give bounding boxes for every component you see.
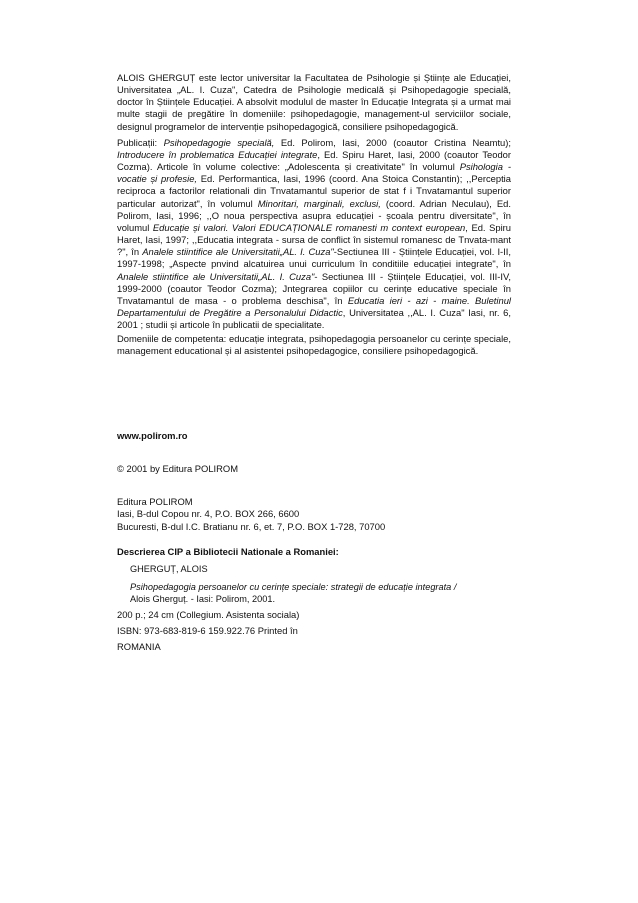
cip-country: ROMANIA	[117, 641, 161, 653]
publication-title: Educație și valori. Valori EDUCAȚIONALE romanesti m context european	[152, 221, 466, 233]
copyright-notice: © 2001 by Editura POLIROM	[117, 462, 239, 474]
publication-text: , Ed. Spiru Haret, Iasi, 2000 (coautor Teodor Cozma). Articole în volume colective: „Adolescenta și creativitate" în volumul	[117, 148, 511, 173]
publication-text: Publicații:	[117, 136, 164, 148]
publication-text: -Sectiunea III - Științele Educației, vol. I-II, 1997-1998; „Aspecte pnvind alcatuirea unui curriculum în conditiile educației integrate", în	[117, 246, 511, 270]
blank-space	[117, 358, 511, 430]
publication-text: Ed. Performantica, Iasi, 1996 (coord. Ana Stoica Constantin); ,,Perceptia reciproca a factorilor relationali din Tnvatamantul superior de stat f i Tnvatamantul superior particular autorizat", în volumul	[117, 173, 511, 209]
publisher-block	[117, 496, 511, 534]
cip-isbn: ISBN: 973-683-819-6 159.922.76 Printed în	[117, 625, 298, 637]
page-content	[117, 72, 511, 655]
cip-details	[117, 607, 511, 655]
cip-pages: 200 p.; 24 cm (Collegium. Asistenta sociala)	[117, 609, 300, 621]
cip-heading: Descrierea CIP a Bibliotecii Nationale a Romaniei:	[117, 546, 339, 558]
cip-record	[130, 563, 511, 605]
publication-title: Analele stiintifice ale Universitatii„AL. I. Cuza"	[142, 246, 334, 258]
publication-text: , Universitatea ,,AL. I. Cuza" Iasi, nr. 6, 2001 ; studii și articole în publicatii de specialitate.	[117, 306, 511, 331]
publication-title: Psihopedagogie specială,	[163, 136, 275, 148]
publisher-address-iasi: Iasi, B-dul Copou nr. 4, P.O. BOX 266, 6600	[117, 508, 300, 520]
publication-text: Ed. Polirom, Iasi, 2000 (coautor Cristina Neamtu);	[274, 136, 511, 148]
publication-text: (coord. Adrian Neculau), Ed. Polirom, Iasi, 1996; ,,O noua perspectiva asupra educației - școala pentru diversitate", în volumul	[117, 197, 511, 233]
cip-author: GHERGUȚ, ALOIS	[130, 564, 208, 575]
website-link[interactable]: www.polirom.ro	[117, 429, 188, 441]
publications-list	[117, 137, 511, 332]
publication-title: Educatia ieri - azi - maine. Buletinul Departamentului de Pregătire a Personalului Didactic	[117, 294, 511, 318]
publisher-address-bucuresti: Bucuresti, B-dul I.C. Bratianu nr. 6, et. 7, P.O. BOX 1-728, 70700	[117, 520, 386, 532]
publication-text: - Sectiunea III - Științele Educației, vol. III-IV, 1999-2000 (coautor Teodor Cozma); Jntegrarea copiilor cu cerințe educative speciale în Tnvatamantul de masa - o problema deschisa", în	[117, 270, 512, 306]
publication-text: , Ed. Spiru Haret, Iasi, 1997; ,,Educatia integrata - sursa de conflict în sistemul romanesc de Tnvata-mant ?", în	[117, 221, 511, 258]
publication-title: Introducere în problematica Educației integrate	[117, 148, 318, 160]
publisher-name: Editura POLIROM	[117, 495, 193, 507]
competence-domains: Domeniile de competenta: educație integrata, psihopedagogia persoanelor cu cerințe speciale, management educational și al asistentei psihopedagogice, consiliere psihopedagogică.	[117, 333, 511, 357]
publication-title: Analele stiintifice ale Universitatii„AL. I. Cuza"	[117, 270, 315, 282]
cip-book-responsibility: Alois Gherguț. - Iasi: Polirom, 2001.	[130, 594, 276, 605]
cip-book-title: Psihopedagogia persoanelor cu cerințe speciale: strategii de educație integrata /	[130, 582, 457, 593]
publication-title: Psihologia -vocatie și profesie,	[117, 161, 511, 185]
author-bio: ALOIS GHERGUȚ este lector universitar la Facultatea de Psihologie și Științe ale Educației, Universitatea „AL. I. Cuza", Catedra de Psihologie medicală și Psihopedagogie specială, doctor în Științele Educației. A absolvit modulul de master în Educație Integrata și a urmat mai multe stagii de pregătire în domeniile: psihopedagogie, management-ul serviciilor sociale, designul programelor de intervenție psihopedagogică, consiliere psihopedagogică.	[117, 72, 511, 132]
publication-title: Minoritari, marginali, exclusi,	[257, 197, 381, 209]
